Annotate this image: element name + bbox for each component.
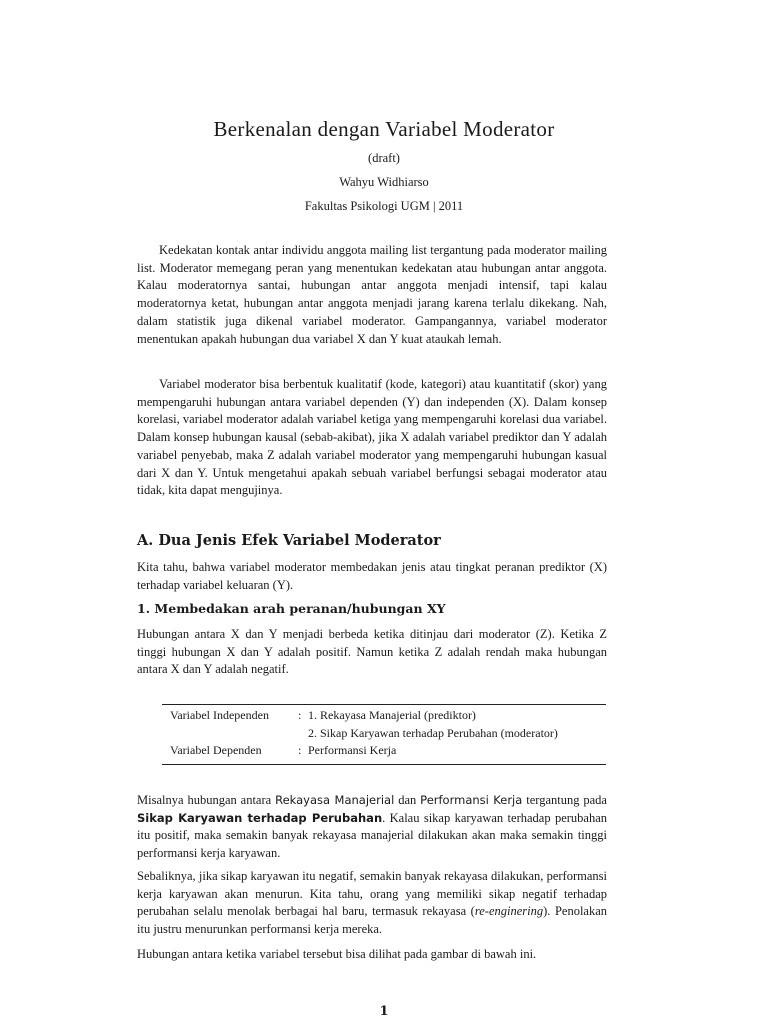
section-a-paragraph: Kita tahu, bahwa variabel moderator membedakan jenis atau tingkat peranan prediktor (X) terhadap variabel keluaran (Y). bbox=[137, 560, 607, 592]
subsection-1-heading: 1. Membedakan arah peranan/hubungan XY bbox=[137, 601, 446, 616]
example-paragraph-1 bbox=[137, 792, 607, 863]
table-row bbox=[170, 743, 558, 761]
text-run: Misalnya hubungan antara bbox=[137, 793, 276, 807]
intro-paragraph-2: Variabel moderator bisa berbentuk kualitatif (kode, kategori) atau kuantitatif (skor) yang mempengaruhi hubungan antara variabel dependen (Y) dan independen (X). Dalam konsep korelasi, variabel moderator adalah variabel ketiga yang mempengaruhi korelasi dua variabel. Dalam konsep hubungan kausal (sebab-akibat), jika X adalah variabel prediktor dan Y adalah variabel penyebab, maka Z adalah variabel moderator yang mempengaruhi hubungan kasual dari X dan Y. Untuk mengetahui apakah sebuah variabel berfungsi sebagai moderator atau tidak, kita dapat mengujinya. bbox=[137, 377, 607, 498]
emphasis-text: Rekayasa Manajerial bbox=[275, 793, 395, 807]
variable-table bbox=[170, 708, 558, 761]
text-run: dan bbox=[394, 793, 421, 807]
table-cell-value: Performansi Kerja bbox=[308, 743, 397, 757]
section-a-heading: A. Dua Jenis Efek Variabel Moderator bbox=[137, 532, 441, 549]
table-cell-value: 1. Rekayasa Manajerial (prediktor) bbox=[308, 708, 476, 722]
table-row bbox=[170, 708, 558, 726]
italic-text: re-enginering bbox=[474, 904, 544, 919]
example-paragraph-3: Hubungan antara ketika variabel tersebut bisa dilihat pada gambar di bawah ini. bbox=[137, 947, 537, 961]
text-run: tergantung pada bbox=[522, 793, 607, 807]
text-run: ). Penolakan itu justru menurunkan performansi kerja mereka. bbox=[137, 904, 608, 937]
table-cell-label bbox=[170, 726, 298, 744]
affiliation: Fakultas Psikologi UGM | 2011 bbox=[304, 199, 464, 213]
example-paragraph-2 bbox=[137, 868, 607, 939]
table-bottom-rule bbox=[162, 764, 606, 765]
emphasis-text: Performansi Kerja bbox=[420, 793, 523, 807]
table-cell-value: 2. Sikap Karyawan terhadap Perubahan (moderator) bbox=[308, 725, 558, 740]
table-cell-label: Variabel Dependen bbox=[170, 743, 262, 757]
page-number: 1 bbox=[379, 1004, 389, 1019]
table-row bbox=[170, 726, 558, 744]
document-title: Berkenalan dengan Variabel Moderator bbox=[213, 117, 555, 141]
table-cell-separator bbox=[298, 726, 308, 744]
table-cell-separator: : bbox=[298, 708, 302, 722]
table-cell-separator: : bbox=[298, 743, 302, 757]
draft-label: (draft) bbox=[368, 151, 400, 165]
intro-paragraph-1: Kedekatan kontak antar individu anggota mailing list tergantung pada moderator mailing list. Moderator memegang peran yang menentukan kedekatan atau hubungan antar anggota. Kalau moderatornya santai, hubungan antar anggota menjadi intensif, tapi kalau moderatornya ketat, hubungan antar anggota menjadi jarang karena terlalu dikekang. Nah, dalam statistik juga dikenal variabel moderator. Gampangannya, variabel moderator menentukan apakah hubungan dua variabel X dan Y kuat ataukah lemah. bbox=[137, 243, 607, 346]
table-top-rule bbox=[162, 704, 606, 705]
emphasis-text: Sikap Karyawan terhadap Perubahan bbox=[137, 810, 383, 825]
author-name: Wahyu Widhiarso bbox=[339, 175, 429, 189]
text-run: . Kalau sikap karyawan terhadap perubahan itu positif, maka semakin banyak rekayasa manajerial dilakukan akan maka semakin tinggi performansi kerja karyawan. bbox=[137, 810, 608, 861]
table-cell-label: Variabel Independen bbox=[170, 708, 269, 722]
text-run: Sebaliknya, jika sikap karyawan itu negatif, semakin banyak rekayasa dilakukan, performansi kerja karyawan akan menurun. Kita tahu, orang yang memiliki sikap negatif terhadap perubahan selalu menolak berbagai hal baru, termasuk rekayasa ( bbox=[137, 869, 607, 919]
subsection-1-paragraph: Hubungan antara X dan Y menjadi berbeda ketika ditinjau dari moderator (Z). Ketika Z tinggi hubungan X dan Y adalah positif. Namun ketika Z adalah rendah maka hubungan antara X dan Y adalah negatif. bbox=[137, 627, 607, 677]
